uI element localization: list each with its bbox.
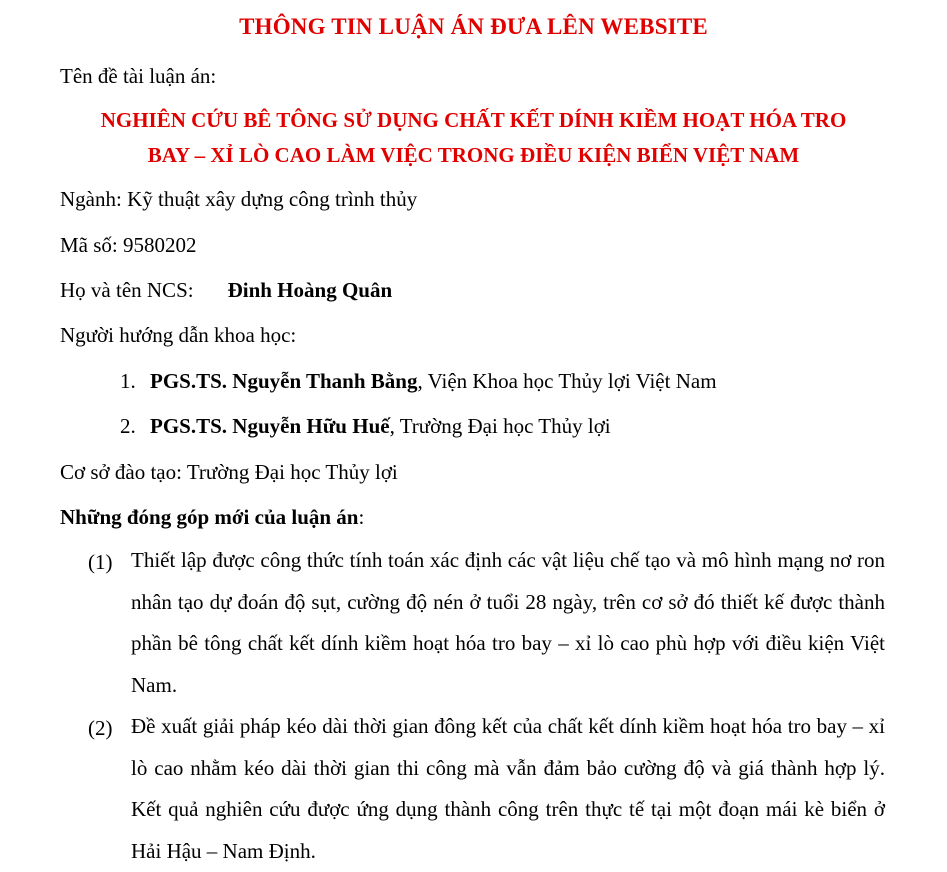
thesis-label: Tên đề tài luận án: [60,64,217,88]
supervisor-item [120,369,717,394]
candidate-label: Họ và tên NCS: [60,278,194,302]
institution-line: Cơ sở đào tạo: Trường Đại học Thủy lợi [60,460,398,484]
supervisors-label: Người hướng dẫn khoa học: [60,323,297,347]
thesis-title-line-1: NGHIÊN CỨU BÊ TÔNG SỬ DỤNG CHẤT KẾT DÍNH KIỀM HOẠT HÓA TRO [100,108,847,132]
thesis-title-line-2: BAY – XỈ LÒ CAO LÀM VIỆC TRONG ĐIỀU KIỆN BIỂN VIỆT NAM [147,143,800,167]
contributions-heading-line [60,505,364,530]
supervisor-item [120,414,611,439]
contribution-text: Thiết lập được công thức tính toán xác định các vật liệu chế tạo và mô hình mạng nơ ron nhân tạo dự đoán độ sụt, cường độ nén ở tuổi 28 ngày, trên cơ sở đó thiết kế được thành phần bê tông chất kết dính kiềm hoạt hóa tro bay – xỉ lò cao phù hợp với điều kiện Việt Nam. [131,548,885,697]
page-title: THÔNG TIN LUẬN ÁN ĐƯA LÊN WEBSITE [239,14,708,39]
contribution-number: (2) [88,716,113,740]
candidate-line [60,278,392,303]
contribution-text: Đề xuất giải pháp kéo dài thời gian đông kết của chất kết dính kiềm hoạt hóa tro bay – xỉ lò cao nhằm kéo dài thời gian thi công mà vẫn đảm bảo cường độ và giá thành hợp lý. Kết quả nghiên cứu được ứng dụng thành công trên thực tế tại một đoạn mái kè biển ở Hải Hậu – Nam Định. [131,714,885,863]
contributions-colon: : [358,505,365,529]
contribution-item [88,540,885,706]
contributions-heading: Những đóng góp mới của luận án [60,505,359,529]
supervisor-number: 1. [120,369,136,393]
supervisor-name: PGS.TS. Nguyễn Thanh Bằng [150,369,418,393]
supervisor-name: PGS.TS. Nguyễn Hữu Huế [150,414,390,438]
supervisor-affiliation: , Trường Đại học Thủy lợi [389,414,611,438]
contribution-item [88,706,885,872]
code-line: Mã số: 9580202 [60,233,197,257]
major-line: Ngành: Kỹ thuật xây dựng công trình thủy [60,187,418,211]
supervisor-affiliation: , Viện Khoa học Thủy lợi Việt Nam [417,369,717,393]
contribution-number: (1) [88,550,113,574]
candidate-name: Đinh Hoàng Quân [227,278,393,302]
supervisor-number: 2. [120,414,136,438]
